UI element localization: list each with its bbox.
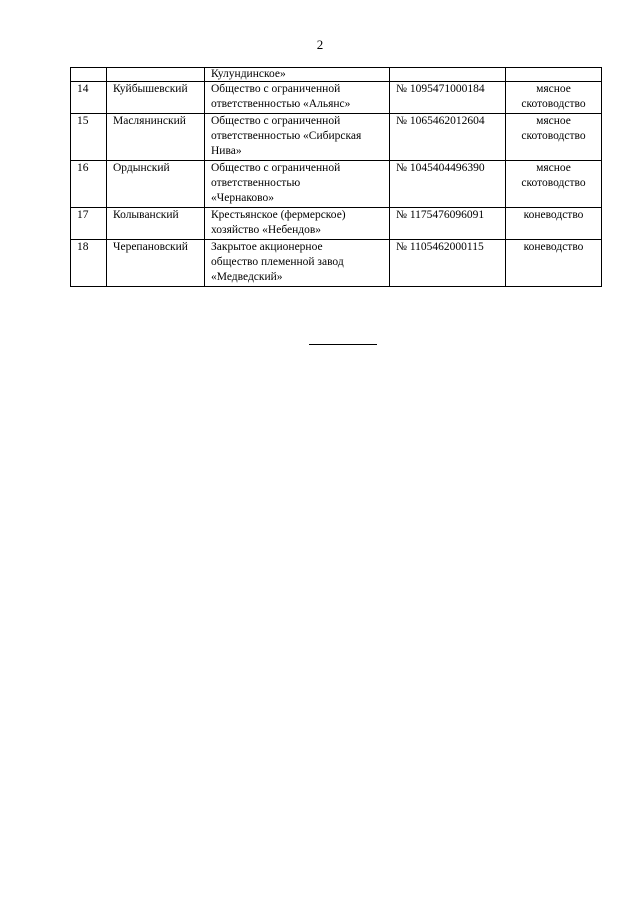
organization-name-line: ответственностью	[211, 177, 301, 189]
cell-district: Ордынский	[107, 161, 205, 208]
organization-name-line: Нива»	[211, 145, 242, 157]
activity-line: мясное	[536, 115, 571, 127]
activity-line: скотоводство	[521, 130, 586, 142]
cell-activity	[506, 240, 602, 287]
organization-name-line: общество племенной завод	[211, 256, 344, 268]
cell-number: 14	[71, 82, 107, 114]
organization-name-line: Закрытое акционерное	[211, 241, 323, 253]
cell-organization-name: Кулундинское»	[205, 68, 390, 82]
cell-organization-name	[205, 82, 390, 114]
cell-district: Черепановский	[107, 240, 205, 287]
page-number: 2	[316, 37, 324, 52]
cell-registration-number: № 1045404496390	[390, 161, 506, 208]
organization-name-line: Общество с ограниченной	[211, 83, 341, 95]
cell-registration-number: № 1105462000115	[390, 240, 506, 287]
table-row	[71, 114, 602, 161]
organization-name-line: Крестьянское (фермерское)	[211, 209, 346, 221]
organization-name-line: «Чернаково»	[211, 192, 274, 204]
organization-name-line: Общество с ограниченной	[211, 162, 341, 174]
cell-organization-name	[205, 161, 390, 208]
cell-activity	[506, 208, 602, 240]
end-of-document-rule	[309, 344, 377, 345]
cell-registration-number: № 1095471000184	[390, 82, 506, 114]
table-row-continuation	[71, 68, 602, 82]
activity-line: коневодство	[523, 209, 584, 221]
cell-district: Маслянинский	[107, 114, 205, 161]
cell-organization-name	[205, 208, 390, 240]
activity-line: скотоводство	[521, 98, 586, 110]
cell-number	[71, 68, 107, 82]
table-row	[71, 161, 602, 208]
cell-district	[107, 68, 205, 82]
activity-line: коневодство	[523, 241, 584, 253]
cell-activity	[506, 114, 602, 161]
cell-activity	[506, 68, 602, 82]
cell-number: 16	[71, 161, 107, 208]
cell-activity	[506, 161, 602, 208]
cell-organization-name	[205, 114, 390, 161]
cell-registration-number: № 1175476096091	[390, 208, 506, 240]
organization-name-line: Общество с ограниченной	[211, 115, 341, 127]
activity-line: мясное	[536, 83, 571, 95]
organization-name-line: ответственностью «Альянс»	[211, 98, 351, 110]
table-row	[71, 82, 602, 114]
cell-activity	[506, 82, 602, 114]
organization-name-line: хозяйство «Небендов»	[211, 224, 322, 236]
cell-registration-number: № 1065462012604	[390, 114, 506, 161]
registry-table	[70, 67, 602, 287]
cell-district: Куйбышевский	[107, 82, 205, 114]
cell-district: Колыванский	[107, 208, 205, 240]
cell-organization-name	[205, 240, 390, 287]
table-row	[71, 240, 602, 287]
activity-line: мясное	[536, 162, 571, 174]
organization-name-line: ответственностью «Сибирская	[211, 130, 362, 142]
organization-name-line: «Медведский»	[211, 271, 283, 283]
cell-number: 18	[71, 240, 107, 287]
cell-number: 15	[71, 114, 107, 161]
registry-table-body	[71, 68, 602, 287]
cell-number: 17	[71, 208, 107, 240]
table-row	[71, 208, 602, 240]
activity-line: скотоводство	[521, 177, 586, 189]
cell-registration-number	[390, 68, 506, 82]
